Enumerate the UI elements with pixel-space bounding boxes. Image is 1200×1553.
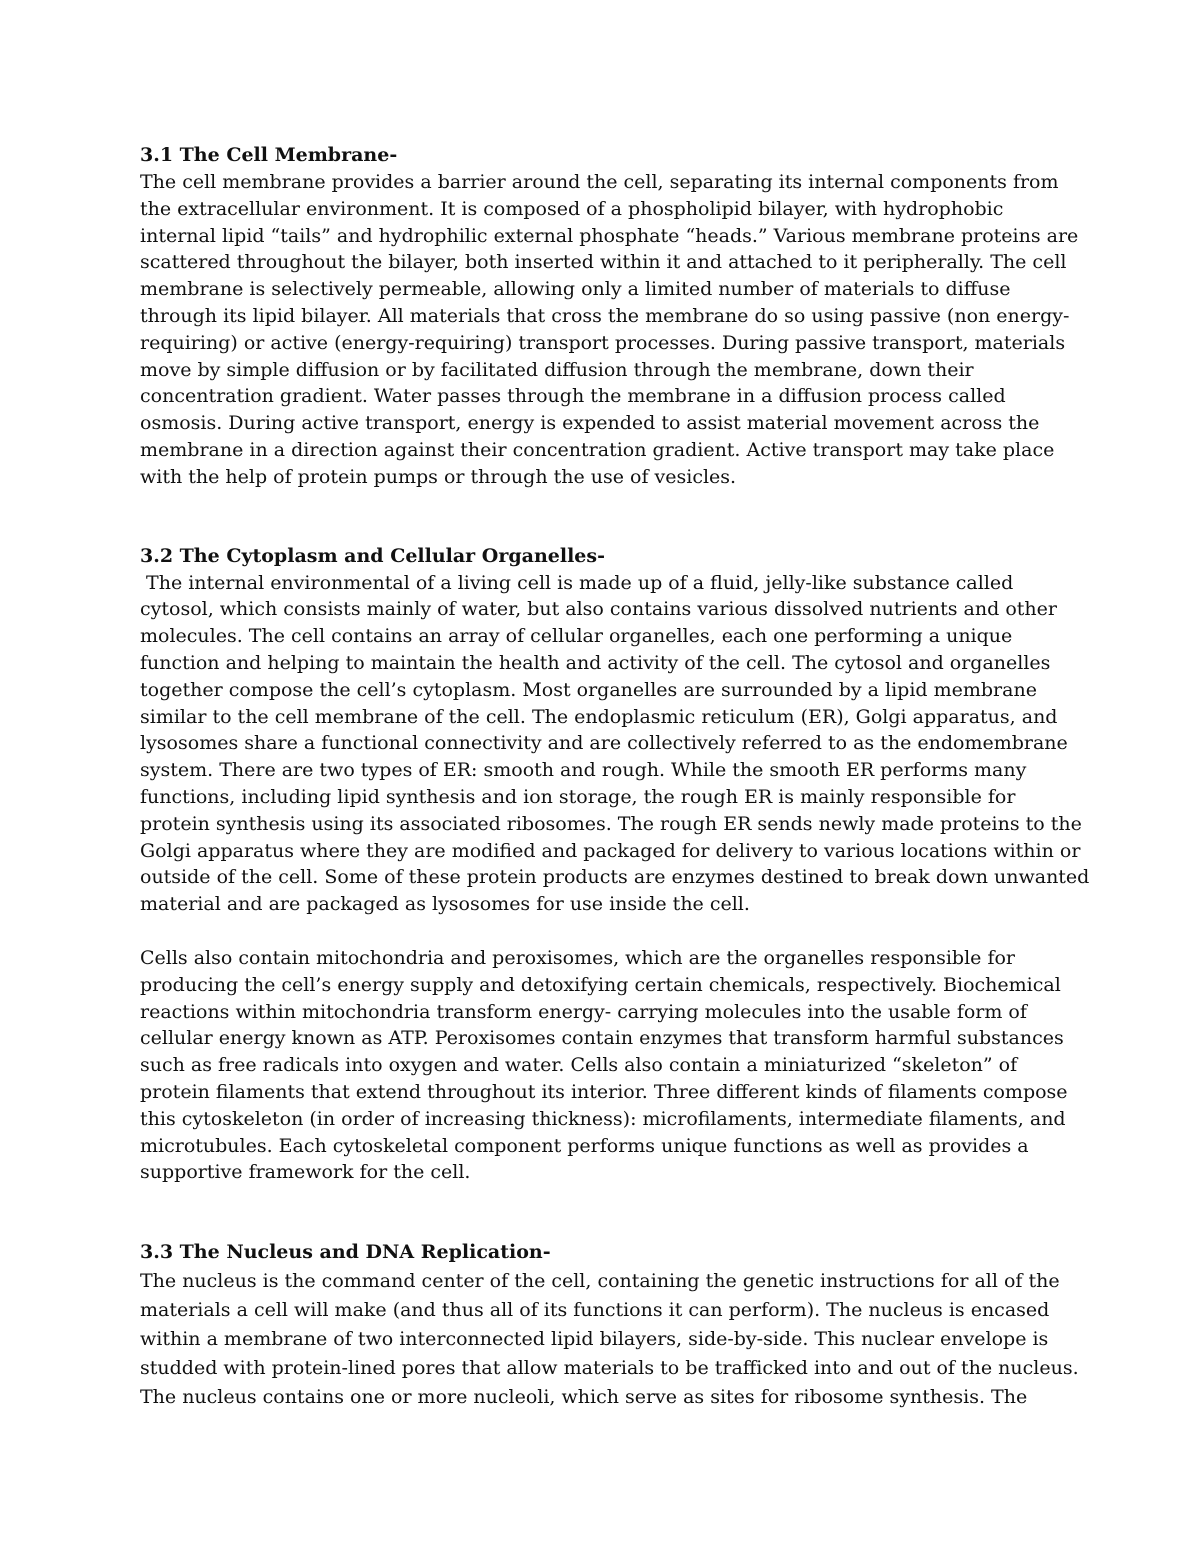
section-heading: 3.1 The Cell Membrane- xyxy=(140,144,398,166)
section-spacer xyxy=(140,1186,1075,1238)
text-line: function and helping to maintain the health and activity of the cell. The cytosol and organelles xyxy=(140,651,1051,674)
text-line: within a membrane of two interconnected lipid bilayers, side-by-side. This nuclear envelope is xyxy=(140,1328,1049,1351)
text-line: lysosomes share a functional connectivity and are collectively referred to as the endomembrane xyxy=(140,732,1068,755)
paragraph xyxy=(140,1267,1079,1412)
text-line: supportive framework for the cell. xyxy=(140,1161,471,1184)
text-line: outside of the cell. Some of these protein products are enzymes destined to break down unwanted xyxy=(140,866,1090,889)
text-line: Golgi apparatus where they are modified and packaged for delivery to various locations within or xyxy=(140,839,1081,862)
text-line: osmosis. During active transport, energy is expended to assist material movement across the xyxy=(140,412,1040,435)
paragraph-spacer xyxy=(140,918,1075,945)
text-line: with the help of protein pumps or through the use of vesicles. xyxy=(140,465,737,488)
section-heading: 3.3 The Nucleus and DNA Replication- xyxy=(140,1241,551,1264)
text-line: protein synthesis using its associated ribosomes. The rough ER sends newly made proteins to the xyxy=(140,812,1082,835)
text-line: system. There are two types of ER: smooth and rough. While the smooth ER performs many xyxy=(140,759,1027,782)
text-line: The cell membrane provides a barrier around the cell, separating its internal components from xyxy=(140,171,1059,193)
paragraph xyxy=(140,169,1079,491)
document-page xyxy=(140,142,1090,1412)
text-line: cytosol, which consists mainly of water, but also contains various dissolved nutrients and other xyxy=(140,598,1057,621)
text-line: materials a cell will make (and thus all of its functions it can perform). The nucleus is encased xyxy=(140,1299,1050,1322)
text-line: studded with protein-lined pores that allow materials to be trafficked into and out of the nucleus. xyxy=(140,1357,1079,1380)
text-line: the extracellular environment. It is composed of a phospholipid bilayer, with hydrophobic xyxy=(140,197,1004,220)
text-line: reactions within mitochondria transform energy- carrying molecules into the usable form of xyxy=(140,1000,1027,1023)
text-line: material and are packaged as lysosomes for use inside the cell. xyxy=(140,893,750,916)
text-line: such as free radicals into oxygen and water. Cells also contain a miniaturized “skeleton” of xyxy=(140,1054,1018,1077)
text-line: membrane is selectively permeable, allowing only a limited number of materials to diffuse xyxy=(140,278,1011,301)
text-line: cellular energy known as ATP. Peroxisomes contain enzymes that transform harmful substances xyxy=(140,1027,1064,1050)
text-line: similar to the cell membrane of the cell. The endoplasmic reticulum (ER), Golgi apparatus, and xyxy=(140,705,1058,728)
section-heading: 3.2 The Cytoplasm and Cellular Organelles- xyxy=(140,544,605,567)
text-line: Cells also contain mitochondria and peroxisomes, which are the organelles responsible for xyxy=(140,946,1016,969)
text-line: membrane in a direction against their concentration gradient. Active transport may take place xyxy=(140,438,1055,461)
text-line: concentration gradient. Water passes through the membrane in a diffusion process called xyxy=(140,385,1006,408)
text-line: internal lipid “tails” and hydrophilic external phosphate “heads.” Various membrane proteins are xyxy=(140,224,1079,247)
text-line: requiring) or active (energy-requiring) transport processes. During passive transport, materials xyxy=(140,331,1066,354)
text-line: protein filaments that extend throughout its interior. Three different kinds of filaments compose xyxy=(140,1080,1068,1103)
text-line: The internal environmental of a living cell is made up of a fluid, jelly-like substance called xyxy=(140,571,1014,594)
text-line: molecules. The cell contains an array of cellular organelles, each one performing a unique xyxy=(140,625,1013,648)
text-line: functions, including lipid synthesis and ion storage, the rough ER is mainly responsible for xyxy=(140,785,1016,808)
paragraph xyxy=(140,945,1075,1186)
text-line: The nucleus is the command center of the cell, containing the genetic instructions for all of the xyxy=(140,1270,1060,1293)
text-line: this cytoskeleton (in order of increasing thickness): microfilaments, intermediate filaments, and xyxy=(140,1107,1066,1130)
section-nucleus-dna xyxy=(140,1238,1079,1412)
text-line: producing the cell’s energy supply and detoxifying certain chemicals, respectively. Biochemical xyxy=(140,973,1061,996)
text-line: The nucleus contains one or more nucleoli, which serve as sites for ribosome synthesis. The xyxy=(140,1386,1028,1409)
section-cell-membrane xyxy=(140,142,1079,491)
section-cytoplasm-organelles xyxy=(140,543,1090,1187)
section-spacer xyxy=(140,491,1075,543)
text-line: through its lipid bilayer. All materials that cross the membrane do so using passive (non energy- xyxy=(140,304,1070,327)
text-line: move by simple diffusion or by facilitated diffusion through the membrane, down their xyxy=(140,358,974,381)
paragraph xyxy=(140,570,1090,918)
text-line: together compose the cell’s cytoplasm. Most organelles are surrounded by a lipid membrane xyxy=(140,678,1037,701)
text-line: scattered throughout the bilayer, both inserted within it and attached to it peripherally. The cell xyxy=(140,251,1067,274)
text-line: microtubules. Each cytoskeletal component performs unique functions as well as provides a xyxy=(140,1134,1029,1157)
